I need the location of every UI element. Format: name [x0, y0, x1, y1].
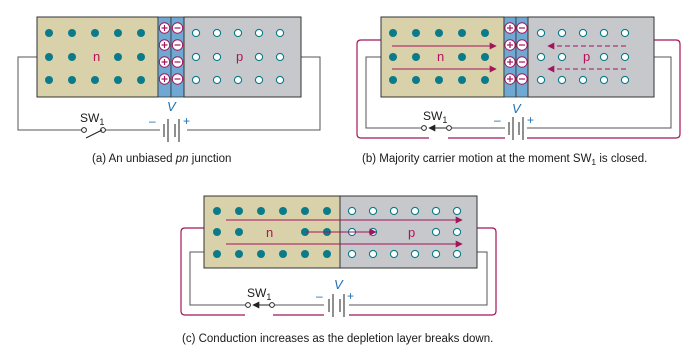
voltage-label-b: V: [512, 101, 521, 116]
switch-label-c: $SW_1$: [247, 286, 272, 302]
battery-c: [329, 294, 344, 317]
electron-dot: [114, 29, 122, 37]
hole-dot: [537, 53, 544, 60]
hole-dot: [255, 76, 262, 83]
hole-dot: [348, 207, 355, 214]
electron-dot: [458, 29, 466, 37]
n-label-a: n: [93, 49, 101, 64]
switch-terminal-left-b: [422, 126, 427, 131]
switch-terminal-right-c[interactable]: [270, 303, 275, 308]
electron-dot: [68, 29, 76, 37]
switch-label-a: $SW_1$: [80, 111, 105, 127]
electron-dot: [91, 76, 99, 84]
hole-dot: [192, 29, 199, 36]
electron-dot: [412, 29, 420, 37]
electron-dot: [481, 76, 489, 84]
electron-dot: [301, 250, 309, 258]
hole-dot: [276, 76, 283, 83]
electron-dot: [481, 29, 489, 37]
hole-dot: [558, 76, 565, 83]
hole-dot: [621, 29, 628, 36]
electron-dot: [235, 250, 243, 258]
battery-plus-a: +: [183, 114, 191, 128]
voltage-label-c: V: [334, 277, 343, 292]
electron-dot: [91, 29, 99, 37]
hole-dot: [537, 76, 544, 83]
p-label-b: p: [583, 49, 591, 64]
electron-dot: [389, 53, 397, 61]
electron-dot: [137, 53, 145, 61]
electron-dot: [257, 250, 265, 258]
hole-dot: [558, 53, 565, 60]
battery-plus-c: +: [347, 289, 355, 303]
switch-terminal-left-c: [246, 303, 251, 308]
hole-dot: [369, 250, 376, 257]
electron-dot: [412, 76, 420, 84]
hole-dot: [579, 29, 586, 36]
hole-dot: [348, 250, 355, 257]
hole-dot: [600, 29, 607, 36]
hole-dot: [453, 250, 460, 257]
electron-dot: [412, 53, 420, 61]
p-region-b: [528, 17, 654, 97]
hole-dot: [213, 76, 220, 83]
electron-dot: [213, 228, 221, 236]
hole-dot: [600, 76, 607, 83]
hole-dot: [234, 76, 241, 83]
hole-dot: [213, 53, 220, 60]
hole-dot: [192, 53, 199, 60]
hole-dot: [453, 207, 460, 214]
electron-dot: [137, 76, 145, 84]
n-label-b: n: [437, 49, 445, 64]
electron-dot: [137, 29, 145, 37]
electron-dot: [279, 250, 287, 258]
electron-dot: [235, 228, 243, 236]
electron-dot: [323, 250, 331, 258]
hole-dot: [234, 29, 241, 36]
battery-minus-b: –: [494, 113, 501, 127]
caption-b: (b) Majority carrier motion at the moment $SW_1$ is closed.: [362, 153, 648, 167]
hole-dot: [432, 250, 439, 257]
caption-c: (c) Conduction increases as the depletion layer breaks down.: [182, 333, 494, 345]
electron-dot: [213, 250, 221, 258]
panel-b: [357, 17, 680, 167]
hole-dot: [537, 29, 544, 36]
hole-dot: [558, 29, 565, 36]
electron-dot: [458, 53, 466, 61]
electron-dot: [301, 207, 309, 215]
hole-dot: [213, 29, 220, 36]
electron-dot: [257, 207, 265, 215]
switch-terminal-right-b[interactable]: [447, 126, 452, 131]
electron-dot: [435, 29, 443, 37]
switch-label-b: $SW_1$: [423, 109, 448, 125]
battery-b: [509, 117, 523, 140]
hole-dot: [579, 76, 586, 83]
electron-dot: [213, 207, 221, 215]
hole-dot: [621, 53, 628, 60]
hole-dot: [369, 207, 376, 214]
hole-dot: [411, 250, 418, 257]
electron-dot: [45, 53, 53, 61]
hole-dot: [390, 207, 397, 214]
n-label-c: n: [266, 225, 274, 240]
electron-dot: [323, 207, 331, 215]
electron-dot: [68, 76, 76, 84]
p-label-c: p: [408, 225, 416, 240]
electron-dot: [68, 53, 76, 61]
electron-dot: [458, 76, 466, 84]
switch-terminal-left-a: [82, 128, 87, 133]
electron-dot: [45, 76, 53, 84]
hole-dot: [276, 53, 283, 60]
hole-dot: [411, 207, 418, 214]
hole-dot: [192, 76, 199, 83]
electron-dot: [279, 207, 287, 215]
hole-dot: [255, 29, 262, 36]
battery-minus-c: –: [316, 289, 323, 303]
p-label-a: p: [236, 49, 244, 64]
hole-dot: [390, 250, 397, 257]
hole-dot: [621, 76, 628, 83]
hole-dot: [600, 53, 607, 60]
hole-dot: [432, 207, 439, 214]
electron-dot: [235, 207, 243, 215]
electron-dot: [389, 29, 397, 37]
hole-dot: [453, 228, 460, 235]
battery-a: [164, 119, 179, 142]
battery-plus-b: +: [527, 113, 535, 127]
panel-a: [18, 17, 320, 165]
electron-dot: [114, 76, 122, 84]
electron-dot: [45, 29, 53, 37]
panel-c: [181, 196, 496, 345]
battery-minus-a: –: [149, 114, 156, 128]
electron-dot: [435, 76, 443, 84]
electron-dot: [114, 53, 122, 61]
hole-dot: [432, 228, 439, 235]
electron-dot: [481, 53, 489, 61]
electron-dot: [389, 76, 397, 84]
switch-lever-a[interactable]: [86, 130, 102, 138]
hole-dot: [255, 53, 262, 60]
caption-a: (a) An unbiased pn junction: [92, 153, 232, 165]
voltage-label-a: V: [167, 99, 176, 114]
hole-dot: [276, 29, 283, 36]
